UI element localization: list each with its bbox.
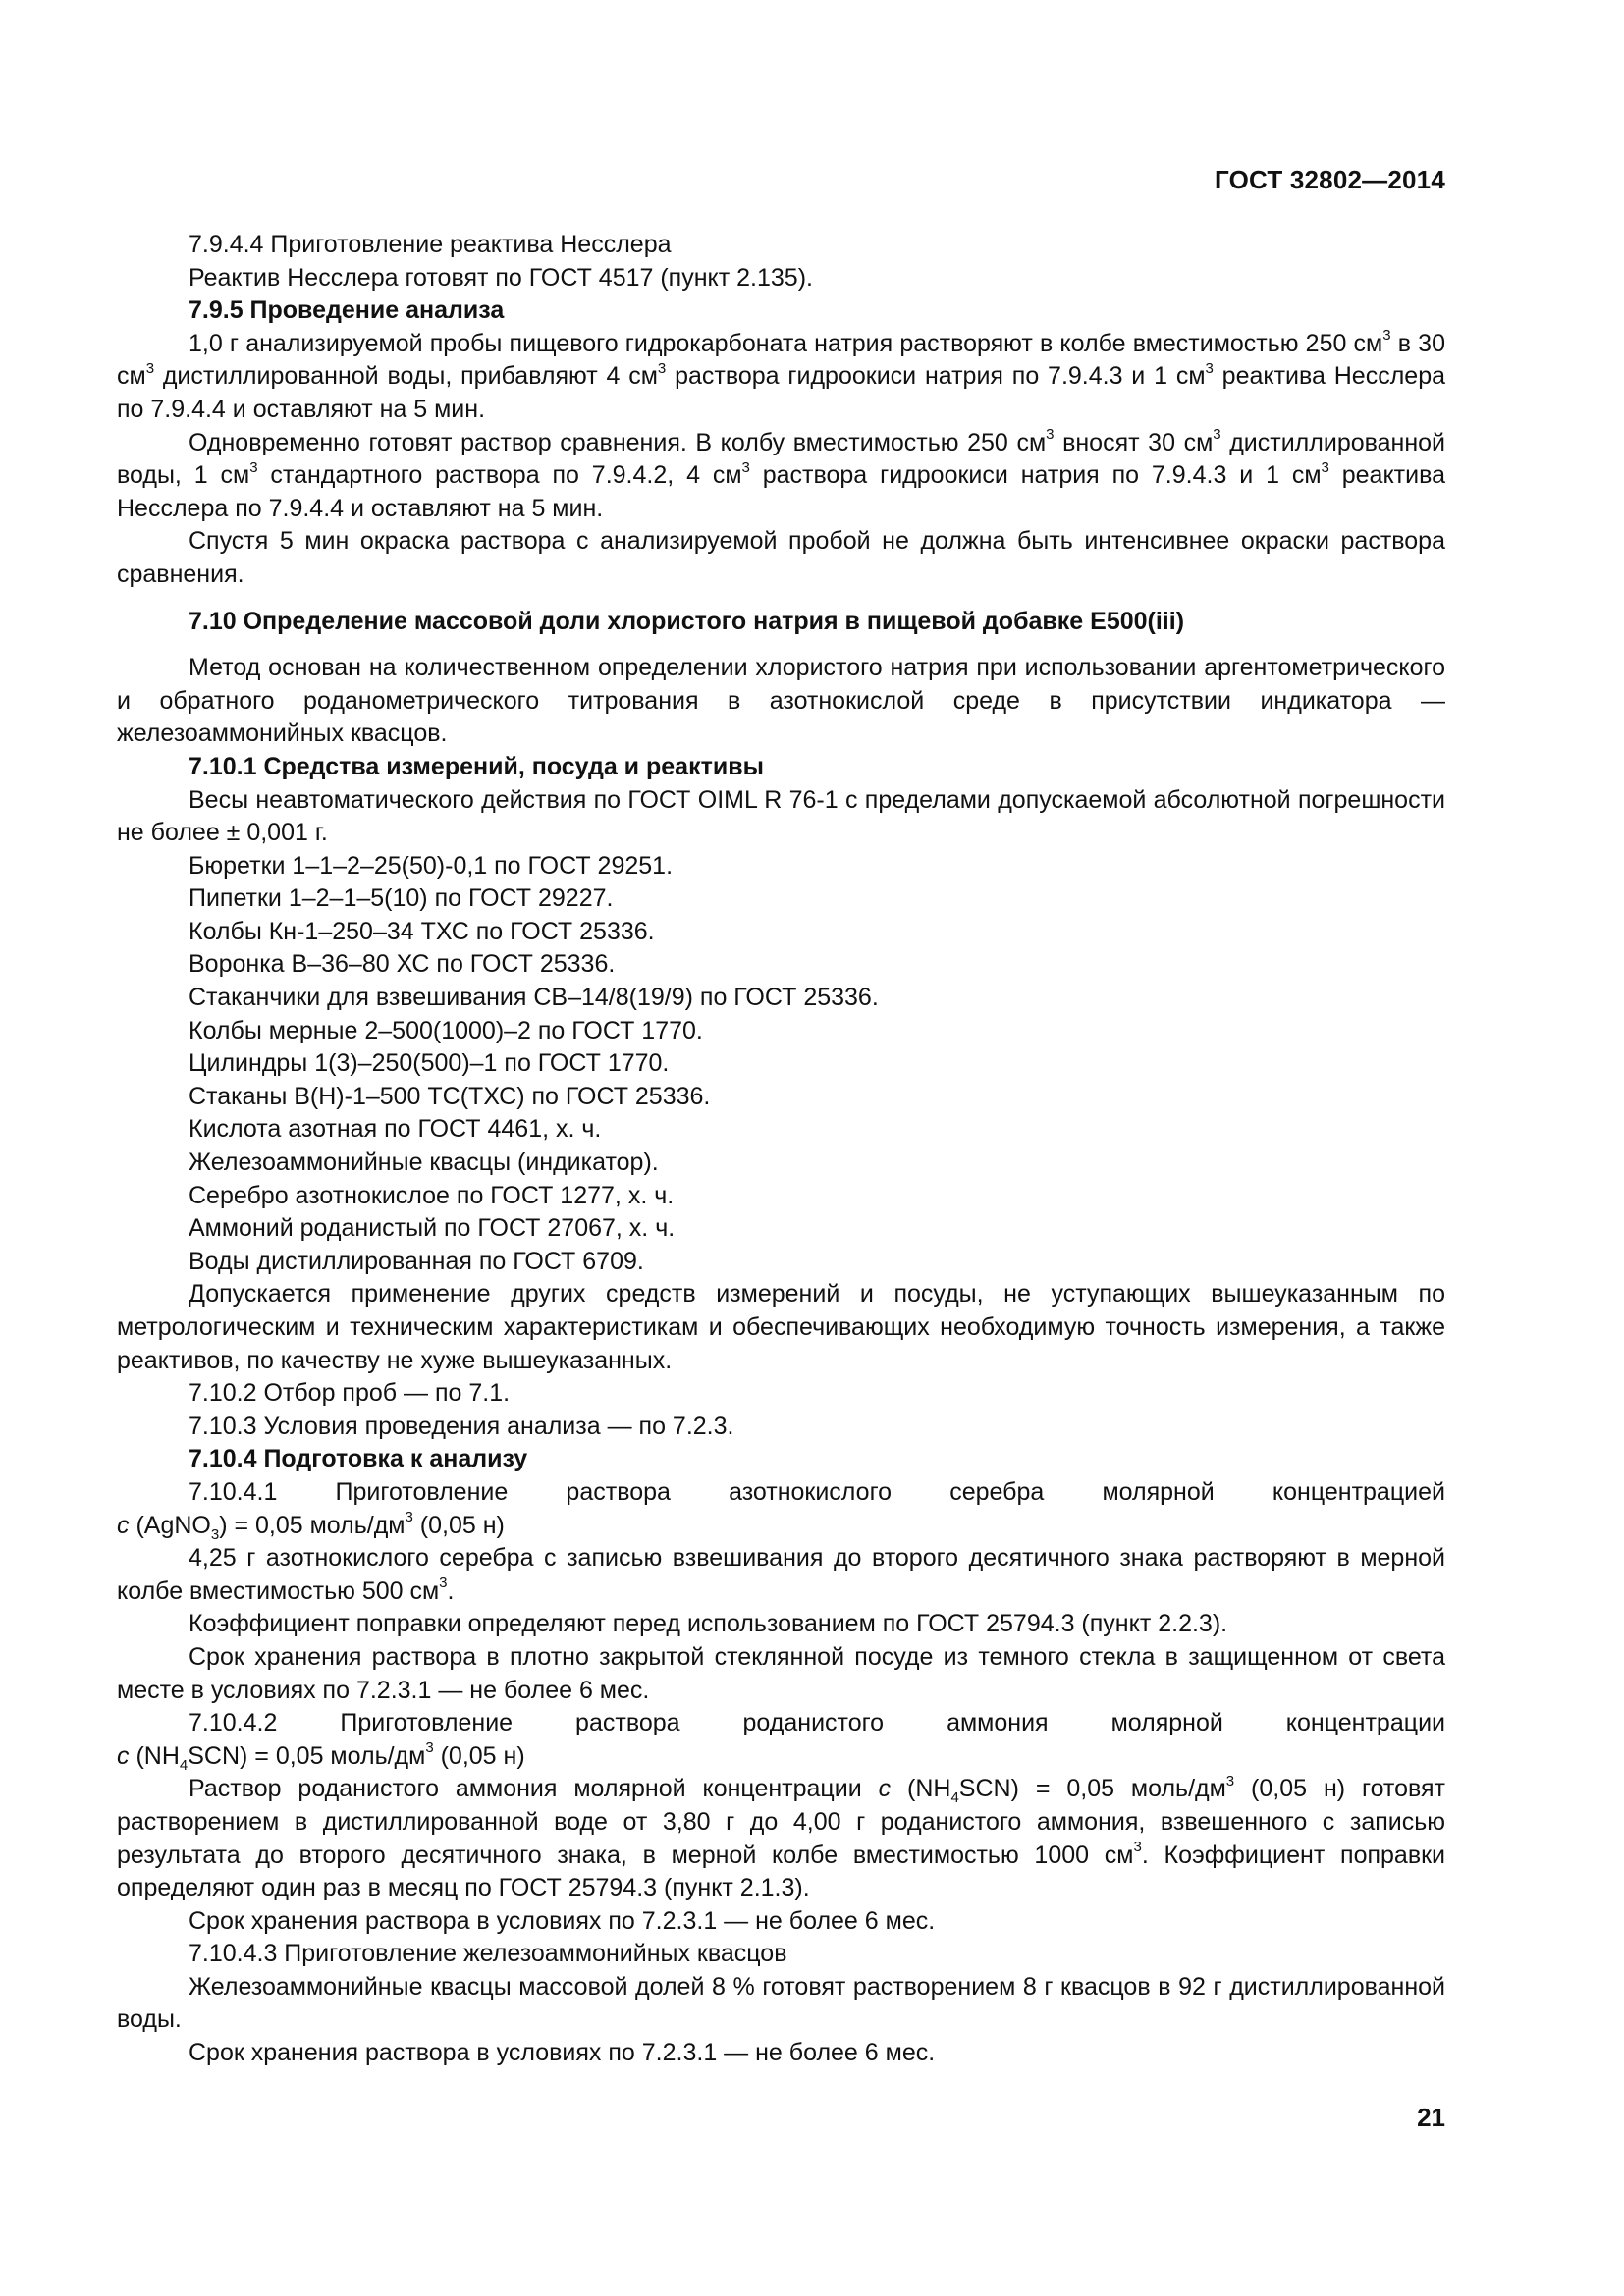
list-item: Бюретки 1–1–2–25(50)-0,1 по ГОСТ 29251. <box>189 851 674 880</box>
list-item: Кислота азотная по ГОСТ 4461, х. ч. <box>189 1115 602 1144</box>
list-item: Стаканчики для взвешивания СВ–14/8(19/9) по ГОСТ 25336. <box>189 984 879 1012</box>
paragraph: Одновременно готовят раствор сравнения. В колбу вместимостью 250 $см^3$ вносят 30 $см^3$ дистиллированной воды, 1 $см^3$ стандартного раствора по 7.9.4.2, 4 $см^3$ раствора гидроокиси натрия по 7.9.4.3 и 1 $см^3$ реактива Несслера по 7.9.4.4 и оставляют на 5 мин. <box>117 426 1446 522</box>
list-item: Стаканы В(Н)-1–500 ТС(ТХС) по ГОСТ 25336. <box>189 1082 711 1110</box>
paragraph: Раствор роданистого аммония молярной концентрации с $(NH_4SCN) = 0,05$ моль/$дм^3$ (0,05 н) готовят растворением в дистиллированной воде от 3,80 г до 4,00 г роданистого аммония, взвешенного с записью результата до второго десятичного знака, в мерной колбе вместимостью 1000 $см^3$. Коэффициент поправки определяют один раз в месяц по ГОСТ 25794.3 (пункт 2.1.3). <box>117 1772 1445 1902</box>
paragraph: 7.10.4.1 Приготовление раствора азотнокислого серебра молярной концентрацией <box>189 1477 1445 1506</box>
list-item: Пипетки 1–2–1–5(10) по ГОСТ 29227. <box>189 884 614 913</box>
paragraph: 7.10.3 Условия проведения анализа — по 7.2.3. <box>189 1412 734 1440</box>
paragraph: 7.10.4.3 Приготовление железоаммонийных квасцов <box>189 1940 787 1968</box>
list-item: Колбы мерные 2–500(1000)–2 по ГОСТ 1770. <box>189 1016 703 1044</box>
section-heading: 7.9.5 Проведение анализа <box>189 296 505 325</box>
document-body <box>117 229 1445 2070</box>
paragraph: 1,0 г анализируемой пробы пищевого гидрокарбоната натрия растворяют в колбе вместимостью 250 $см^3$ в 30 $см^3$ дистиллированной воды, прибавляют 4 $см^3$ раствора гидроокиси натрия по 7.9.4.3 и 1 $см^3$ реактива Несслера по 7.9.4.4 и оставляют на 5 мин. <box>117 327 1446 423</box>
formula-line: с $(NH_4SCN) = 0,05$ моль/$дм^3$ (0,05 н) <box>117 1739 525 1774</box>
section-heading: 7.10.4 Подготовка к анализу <box>189 1445 528 1473</box>
paragraph: Весы неавтоматического действия по ГОСТ OIML R 76-1 с пределами допускаемой абсолютной погрешности не более ± 0,001 г. <box>117 785 1445 847</box>
list-item: Воды дистиллированная по ГОСТ 6709. <box>189 1247 644 1275</box>
paragraph: 7.9.4.4 Приготовление реактива Несслера <box>189 231 672 258</box>
paragraph: 7.10.4.2 Приготовление раствора роданистого аммония молярной концентрации <box>189 1709 1445 1737</box>
list-item: Колбы Кн-1–250–34 ТХС по ГОСТ 25336. <box>189 917 655 945</box>
document-header: ГОСТ 32802—2014 <box>1215 165 1445 194</box>
list-item: Аммоний роданистый по ГОСТ 27067, х. ч. <box>189 1214 676 1243</box>
paragraph: Допускается применение других средств измерений и посуды, не уступающих вышеуказанным по метрологическим и техническим характеристикам и обеспечивающих необходимую точность измерения, а также реактивов, по качеству не хуже вышеуказанных. <box>117 1280 1445 1374</box>
paragraph: Коэффициент поправки определяют перед использованием по ГОСТ 25794.3 (пункт 2.2.3). <box>189 1610 1228 1638</box>
paragraph: Срок хранения раствора в условиях по 7.2.3.1 — не более 6 мес. <box>189 2039 936 2067</box>
paragraph: Реактив Несслера готовят по ГОСТ 4517 (пункт 2.135). <box>189 263 813 292</box>
paragraph: 7.10.2 Отбор проб — по 7.1. <box>189 1379 511 1408</box>
list-item: Серебро азотнокислое по ГОСТ 1277, х. ч. <box>189 1181 675 1209</box>
paragraph: Срок хранения раствора в плотно закрытой стеклянной посуде из темного стекла в защищенном от света месте в условиях по 7.2.3.1 — не более 6 мес. <box>117 1642 1445 1704</box>
paragraph: Срок хранения раствора в условиях по 7.2.3.1 — не более 6 мес. <box>189 1906 936 1935</box>
paragraph: 4,25 г азотнокислого серебра с записью взвешивания до второго десятичного знака растворяют в мерной колбе вместимостью 500 $см^3$. <box>117 1544 1445 1605</box>
formula-line: с (AgNO$_3$) = 0,05 моль/$дм^3$ (0,05 н) <box>117 1509 505 1543</box>
list-item: Цилиндры 1(3)–250(500)–1 по ГОСТ 1770. <box>189 1049 670 1078</box>
section-heading: 7.10 Определение массовой доли хлористого натрия в пищевой добавке Е500(iii) <box>189 607 1185 635</box>
paragraph: Спустя 5 мин окраска раствора с анализируемой пробой не должна быть интенсивнее окраски раствора сравнения. <box>117 527 1445 588</box>
page-number: 21 <box>1417 2103 1445 2132</box>
section-heading: 7.10.1 Средства измерений, посуда и реактивы <box>189 752 764 780</box>
paragraph: Железоаммонийные квасцы массовой долей 8 % готовят растворением 8 г квасцов в 92 г дистиллированной воды. <box>117 1972 1445 2034</box>
paragraph: Метод основан на количественном определении хлористого натрия при использовании аргентометрического и обратного роданометрического титрования в азотнокислой среде в присутствии индикатора — железоаммонийных квасцов. <box>117 654 1445 748</box>
list-item: Железоаммонийные квасцы (индикатор). <box>189 1148 659 1177</box>
list-item: Воронка В–36–80 ХС по ГОСТ 25336. <box>189 950 616 979</box>
